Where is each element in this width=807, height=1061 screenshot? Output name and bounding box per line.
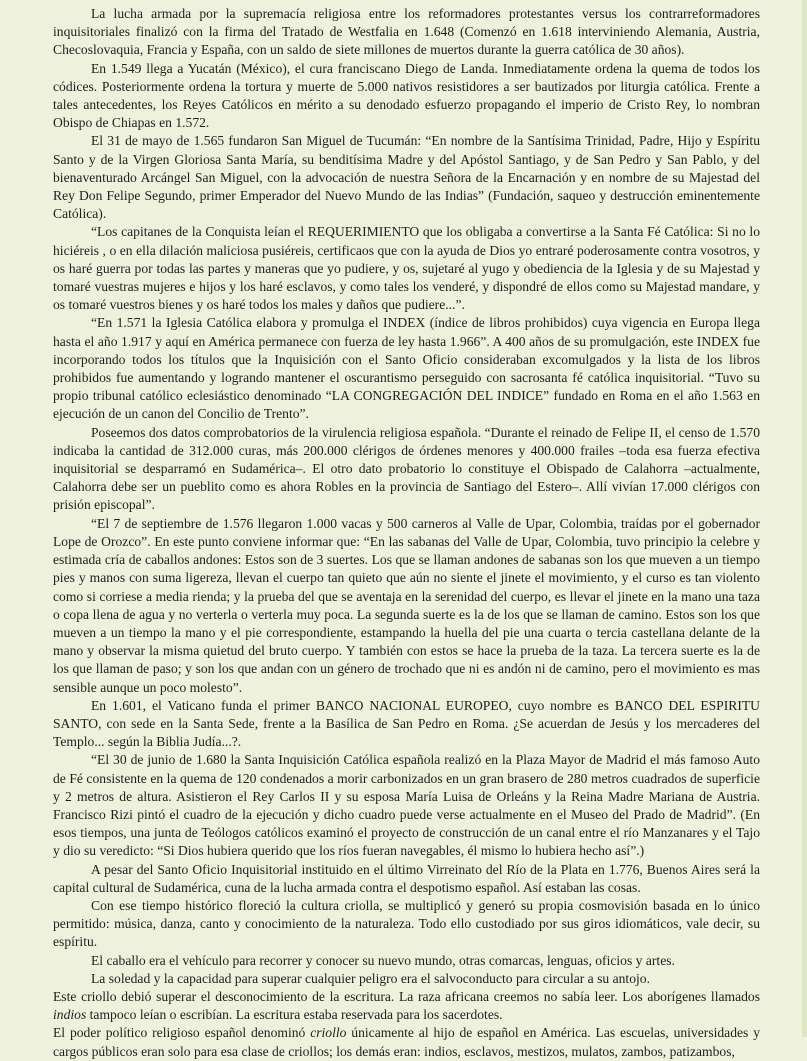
paragraph: Poseemos dos datos comprobatorios de la virulencia religiosa española. “Durante el reinado de Felipe II, el censo de 1.570 indicaba la cantidad de 312.000 curas, más 200.000 clérigos de órdenes menores y 400.000 frailes –toda esa fuerza efectiva inquisitorial se desparramó en Sudamérica–. El otro dato probatorio lo constituye el Obispado de Calahorra –actualmente, Calahorra debe ser un pueblito como es ahora Robles en la provincia de Santiago del Estero–. Allí vivían 17.000 clérigos con prisión episcopal”. (53, 424, 760, 513)
paragraph: A pesar del Santo Oficio Inquisitorial instituido en el último Virreinato del Río de la Plata en 1.776, Buenos Aires será la capital cultural de Sudamérica, cuna de la lucha armada contra el despotismo español. Así estaban las cosas. (53, 861, 760, 895)
paragraph-text: El poder político religioso español denominó (53, 1025, 311, 1041)
paragraph: En 1.601, el Vaticano funda el primer BANCO NACIONAL EUROPEO, cuyo nombre es BANCO DEL ESPIRITU SANTO, con sede en la Santa Sede, frente a la Basílica de San Pedro en Roma. ¿Se acuerdan de Jesús y los mercaderes del Templo... según la Biblia Judía...?. (53, 697, 760, 750)
paragraph: “El 30 de junio de 1.680 la Santa Inquisición Católica española realizó en la Plaza Mayor de Madrid el más famoso Auto de Fé consistente en la quema de 120 condenados a morir carbonizados en un gran brasero de 280 metros cuadrados de superficie y 2 metros de altura. Asistieron el Rey Carlos II y su esposa María Luisa de Orleáns y la Reina Madre Mariana de Austria. Francisco Rizi pintó el cuadro de la ejecución y dicho cuadro puede verse actualmente en el Museo del Prado de Madrid”. (En esos tiempos, una junta de Teólogos católicos examinó el proyecto de construcción de un canal entre el río Manzanares y el Tajo y dio su veredicto: “Si Dios hubiera querido que los ríos fueran navegables, él mismo lo hubiera hecho así”.) (53, 752, 760, 859)
italic-term: indios (53, 1007, 87, 1023)
paragraph: La lucha armada por la supremacía religiosa entre los reformadores protestantes versus los contrarreformadores inquisitoriales finalizó con la firma del Tratado de Westfalia en 1.648 (Comenzó en 1.618 interviniendo Alemania, Austria, Checoslovaquia, Francia y España, con un saldo de siete millones de muertos durante la guerra católica de 30 años). (53, 6, 760, 58)
paragraph: “El 7 de septiembre de 1.576 llegaron 1.000 vacas y 500 carneros al Valle de Upar, Colombia, traídas por el gobernador Lope de Orozco”. En este punto conviene informar que: “En las sabanas del Valle de Upar, Colombia, tuvo principio la celebre y estimada cría de caballos andones: Estos son de 3 suertes. Los que se llaman andones de sabanas son los que mueven a un tiempo pies y manos con suma ligereza, llevan el cuerpo tan quieto que aún no siente el jinete el movimiento, y el curso es tan violento como si corriese a media rienda; y la prueba del que se aventaja en la serenidad del cuerpo, es llevar el jinete en la mano una taza o copa llena de agua y no verterla o verterla muy poca. La segunda suerte es la de los que se llaman de camino. Estos son los que mueven a un tiempo la mano y el pie correspondiente, estampando la huella del pie una cuarta o tercia castellana delante de la mano y observar la misma quietud del bruto cuerpo. Y también con estos se hace la prueba de la taza. La tercera suerte es la de los que llaman de paso; y son los que andan con un género de trochado que ni es andón ni de camino, pero el movimiento es mas sensible aunque un poco molesto”. (53, 515, 760, 695)
paragraph: El 31 de mayo de 1.565 fundaron San Miguel de Tucumán: “En nombre de la Santísima Trinidad, Padre, Hijo y Espíritu Santo y de la Virgen Gloriosa Santa María, su benditísima Madre y del Apóstol Santiago, y de San Pedro y San Pablo, y del bienaventurado Arcángel San Miguel, con la advocación de nuestra Señora de la Encarnación y en nombre de su Majestad del Rey Don Felipe Segundo, primer Emperador del Nuevo Mundo de las Indias” (Fundación, saqueo y destrucción eminentemente Católica). (53, 133, 760, 222)
paragraph: Con ese tiempo histórico floreció la cultura criolla, se multiplicó y generó su propia cosmovisión basada en lo único permitido: música, danza, canto y conocimiento de la naturaleza. Todo ello custodiado por sus giros idiomáticos, vale decir, su espíritu. (53, 897, 760, 950)
paragraph: El caballo era el vehículo para recorrer y conocer su nuevo mundo, otras comarcas, lenguas, oficios y artes. (91, 952, 675, 968)
paragraph: “En 1.571 la Iglesia Católica elabora y promulga el INDEX (índice de libros prohibidos) cuya vigencia en Europa llega hasta el año 1.917 y aquí en América permanece con fuerza de ley hasta 1.966”. A 400 años de su promulgación, este INDEX fue incorporando todos los títulos que la Inquisición con el Santo Oficio consideraban excomulgados y la lista de los libros prohibidos fue aumentando y logrando mantener el oscurantismo perseguido con sacrosanta fé católica inquisitorial. “Tuvo su propio tribunal católico eclesiástico denominado “LA CONGREGACIÓN DEL INDICE” fundado en Roma en el año 1.563 en ejecución de un canon del Concilio de Trento”. (53, 315, 760, 422)
paragraph: “Los capitanes de la Conquista leían el REQUERIMIENTO que los obligaba a convertirse a la Santa Fé Católica: Si no lo hiciéreis , o en ella dilación maliciosa pusiéreis, certificaos que con la ayuda de Dios yo entraré poderosamente contra vosotros, y os haré guerra por todas las partes y maneras que yo pudiere, y os, sujetaré al yugo y obediencia de la Iglesia y de su Majestad y tomaré vuestras mujeres e hijos y los haré esclavos, y como tales los venderé, y dispondré de ellos como su Majestad mandare, y os tomaré vuestros bienes y os haré todos los males y daños que pudiere...”. (53, 224, 760, 313)
paragraph: La soledad y la capacidad para superar cualquier peligro era el salvoconducto para circular a su antojo. (91, 970, 650, 986)
italic-term: criollo (310, 1025, 347, 1041)
paragraph-text: tampoco leían o escribían. La escritura estaba reservada para los sacerdotes. (86, 1007, 503, 1023)
paragraph: En 1.549 llega a Yucatán (México), el cura franciscano Diego de Landa. Inmediatamente ordena la quema de todos los códices. Posteriormente ordena la tortura y muerte de 5.000 nativos resistidores a ser bautizados por liturgia católica. Frente a tales antecedentes, los Reyes Católicos en mérito a su denodado esfuerzo propagando el imperio de Cristo Rey, lo nombran Obispo de Chiapas en 1.572. (53, 60, 760, 131)
paragraph (53, 1024, 760, 1060)
page-edge (802, 0, 807, 1037)
paragraph-text: Este criollo debió superar el desconocimiento de la escritura. La raza africana creemos no sabía leer. Los aborígenes llamados (53, 988, 760, 1004)
paragraph-text: únicamente al hijo de español en América. Las escuelas, universidades y cargos públicos eran solo para esa clase de criollos; los demás eran: indios, esclavos, mestizos, mulatos, zambos, patizambos, (53, 1025, 760, 1059)
paragraph (53, 988, 760, 1024)
